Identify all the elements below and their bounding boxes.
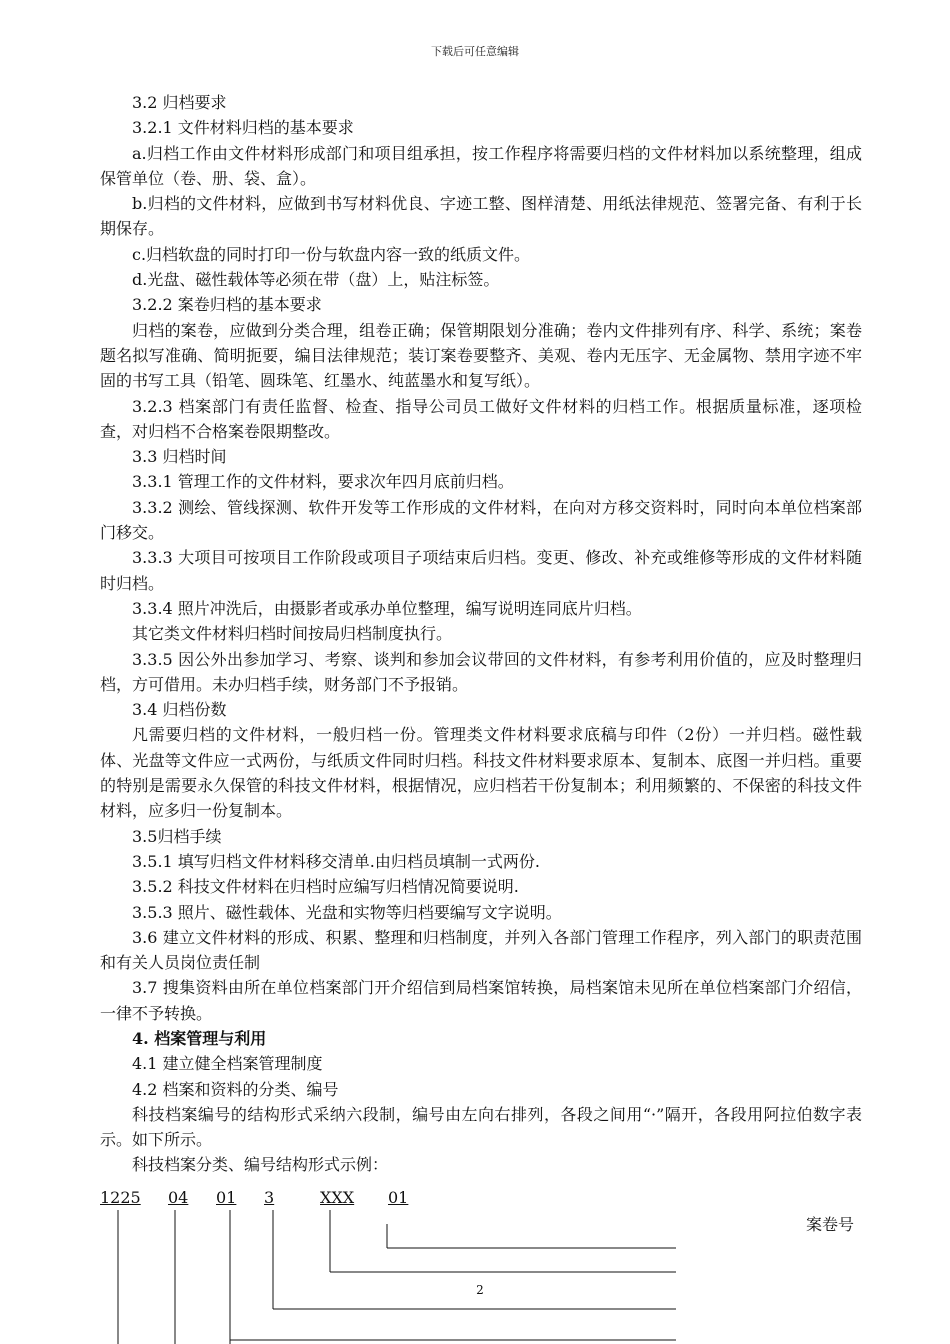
paragraph: 归档的案卷，应做到分类合理，组卷正确；保管期限划分准确；卷内文件排列有序、科学、系统；案卷题名拟写准确、简明扼要，编目法律规范；装订案卷要整齐、美观、卷内无压字、无金属物、禁用字迹不牢固的书写工具（铅笔、圆珠笔、红墨水、纯蓝墨水和复写纸）。 xyxy=(100,320,862,391)
code-segment-5: XXX xyxy=(320,1188,355,1207)
paragraph: 3.7 搜集资料由所在单位档案部门开介绍信到局档案馆转换，局档案馆未见所在单位档案部门介绍信，一律不予转换。 xyxy=(100,978,862,1023)
code-segment-6: 01 xyxy=(388,1188,409,1207)
paragraph: 3.3.1 管理工作的文件材料，要求次年四月底前归档。 xyxy=(132,472,514,492)
paragraph: 3.5.1 填写归档文件材料移交清单.由归档员填制一式两份. xyxy=(132,851,540,871)
volume-number-label: 案卷号 xyxy=(806,1215,855,1234)
paragraph: 3.3.5 因公外出参加学习、考察、谈判和参加会议带回的文件材料，有参考利用价值的，应及时整理归档，方可借用。未办归档手续，财务部门不予报销。 xyxy=(100,649,862,694)
paragraph: 3.3 归档时间 xyxy=(132,447,227,467)
paragraph: 3.3.2 测绘、管线探测、软件开发等工作形成的文件材料，在向对方移交资料时，同时向本单位档案部门移交。 xyxy=(100,497,862,543)
page-number: 2 xyxy=(476,1283,484,1297)
paragraph: d.光盘、磁性载体等必须在带（盘）上，贴注标签。 xyxy=(132,270,500,290)
code-segment-1: 1225 xyxy=(100,1188,141,1207)
paragraph: 其它类文件材料归档时间按局归档制度执行。 xyxy=(132,624,453,644)
paragraph: 3.2.1 文件材料归档的基本要求 xyxy=(132,118,354,138)
page-header: 下载后可任意编辑 xyxy=(431,45,519,58)
paragraph: 科技档案分类、编号结构形式示例： xyxy=(132,1155,389,1175)
paragraph: 凡需要归档的文件材料，一般归档一份。管理类文件材料要求底稿与印件（2份）一并归档。磁性载体、光盘等文件应一式两份，与纸质文件同时归档。科技文件材料要求原本、复制本、底图一并归档。重要的特别是需要永久保管的科技文件材料，根据情况，应归档若干份复制本；利用频繁的、不保密的科技文件材料，应多归一份复制本。 xyxy=(100,725,862,821)
paragraph: 3.3.4 照片冲洗后，由摄影者或承办单位整理，编写说明连同底片归档。 xyxy=(132,598,642,618)
paragraph: 4.2 档案和资料的分类、编号 xyxy=(132,1079,339,1099)
paragraph: a.归档工作由文件材料形成部门和项目组承担，按工作程序将需要归档的文件材料加以系统整理，组成保管单位（卷、册、袋、盒）。 xyxy=(100,143,862,188)
paragraph: 3.6 建立文件材料的形成、积累、整理和归档制度，并列入各部门管理工作程序，列入部门的职责范围和有关人员岗位责任制 xyxy=(100,927,862,973)
section-heading: 4. 档案管理与利用 xyxy=(132,1028,267,1048)
paragraph: 3.5归档手续 xyxy=(132,826,222,846)
paragraph: 3.2 归档要求 xyxy=(132,93,227,112)
paragraph: 4.1 建立健全档案管理制度 xyxy=(132,1054,323,1074)
code-segment-4: 3 xyxy=(264,1188,275,1207)
paragraph: 科技档案编号的结构形式采纳六段制，编号由左向右排列，各段之间用“·”隔开，各段用阿拉伯数字表示。如下所示。 xyxy=(100,1104,862,1150)
code-segment-3: 01 xyxy=(216,1188,237,1207)
paragraph: 3.3.3 大项目可按项目工作阶段或项目子项结束后归档。变更、修改、补充或维修等形成的文件材料随时归档。 xyxy=(100,548,862,593)
paragraph: 3.5.2 科技文件材料在归档时应编写归档情况简要说明. xyxy=(132,877,519,897)
paragraph: c.归档软盘的同时打印一份与软盘内容一致的纸质文件。 xyxy=(132,244,531,264)
code-segment-2: 04 xyxy=(168,1188,189,1207)
paragraph: 3.4 归档份数 xyxy=(132,700,227,720)
paragraph: 3.2.3 档案部门有责任监督、检查、指导公司员工做好文件材料的归档工作。根据质量标准，逐项检查，对归档不合格案卷限期整改。 xyxy=(100,396,862,441)
paragraph: 3.5.3 照片、磁性载体、光盘和实物等归档要编写文字说明。 xyxy=(132,902,562,922)
paragraph: 3.2.2 案卷归档的基本要求 xyxy=(132,295,322,315)
paragraph: b.归档的文件材料，应做到书写材料优良、字迹工整、图样清楚、用纸法律规范、签署完备、有利于长期保存。 xyxy=(100,194,862,239)
